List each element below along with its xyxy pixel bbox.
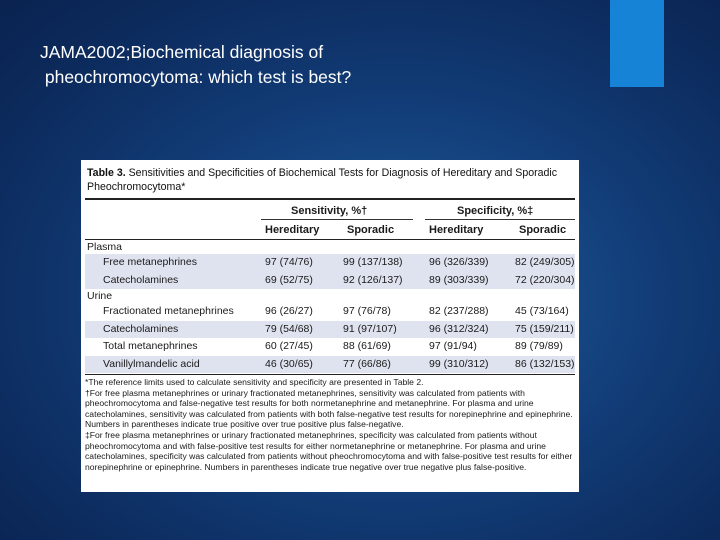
row-label: Vanillylmandelic acid bbox=[103, 357, 200, 370]
table-row bbox=[85, 272, 575, 290]
cell: 99 (137/138) bbox=[343, 256, 403, 268]
specificity-underline bbox=[425, 219, 575, 220]
row-label: Free metanephrines bbox=[103, 256, 197, 268]
cell: 97 (74/76) bbox=[265, 256, 313, 268]
cell: 72 (220/304) bbox=[515, 273, 575, 286]
table-footnotes bbox=[85, 375, 575, 472]
cell: 91 (97/107) bbox=[343, 322, 397, 335]
cell: 96 (326/339) bbox=[429, 256, 489, 268]
table-caption-label: Table 3. bbox=[87, 167, 126, 179]
footnote-reference-limits: *The reference limits used to calculate sensitivity and specificity are presented in Table 2. bbox=[85, 377, 424, 387]
row-label: Fractionated metanephrines bbox=[103, 305, 234, 317]
sensitivity-underline bbox=[261, 219, 413, 220]
cell: 96 (312/324) bbox=[429, 322, 489, 335]
footnote-sensitivity: †For free plasma metanephrines or urinary fractionated metanephrines, sensitivity was calculated from patients with pheochromocytoma and false-negative test results for both normetanephrine and metanephrine. For plasma and urine catecholamines, sensitivity was calculated from patients with both false-negative test results for norepinephrine and epinephrine. Numbers in parentheses indicate true positive over true positive plus false-negative. bbox=[85, 387, 573, 430]
cell: 88 (61/69) bbox=[343, 340, 391, 352]
cell: 86 (132/153) bbox=[515, 357, 575, 370]
cell: 92 (126/137) bbox=[343, 273, 403, 286]
slide-title-line-1: JAMA2002;Biochemical diagnosis of bbox=[40, 42, 324, 62]
group-header-row bbox=[85, 200, 575, 222]
section-plasma: Plasma bbox=[87, 241, 123, 253]
accent-bar bbox=[610, 0, 664, 87]
cell: 89 (303/339) bbox=[429, 273, 489, 286]
cell: 75 (159/211) bbox=[515, 322, 574, 335]
col-header-sens-hereditary: Hereditary bbox=[265, 224, 320, 236]
section-urine: Urine bbox=[87, 290, 113, 302]
cell: 97 (91/94) bbox=[429, 340, 477, 352]
col-header-spec-hereditary: Hereditary bbox=[429, 224, 484, 236]
cell: 99 (310/312) bbox=[429, 357, 489, 370]
table-image bbox=[81, 160, 579, 492]
cell: 46 (30/65) bbox=[265, 357, 313, 370]
row-label: Catecholamines bbox=[103, 273, 179, 286]
cell: 69 (52/75) bbox=[265, 273, 313, 286]
cell: 89 (79/89) bbox=[515, 340, 563, 352]
column-header-row bbox=[85, 222, 575, 240]
table-row bbox=[85, 338, 575, 356]
cell: 97 (76/78) bbox=[343, 305, 391, 317]
col-header-sens-sporadic: Sporadic bbox=[347, 224, 395, 236]
cell: 77 (66/86) bbox=[343, 357, 391, 370]
table-row bbox=[85, 356, 575, 374]
sensitivity-header: Sensitivity, %† bbox=[291, 205, 368, 217]
table-row bbox=[85, 321, 575, 339]
slide-title bbox=[40, 40, 600, 90]
cell: 60 (27/45) bbox=[265, 340, 313, 352]
table-caption bbox=[85, 166, 575, 200]
cell: 45 (73/164) bbox=[515, 305, 569, 317]
table-row bbox=[85, 254, 575, 272]
row-label: Catecholamines bbox=[103, 322, 179, 335]
footnote-specificity: ‡For free plasma metanephrines or urinary fractionated metanephrines, specificity was calculated from patients without pheochromocytoma and with false-positive test results for either normetanephrine or metanephrine. For plasma and urine catecholamines, specificity was calculated from patients without pheochromocytoma and with false-positive test results for either norepinephrine or epinephrine. Numbers in parentheses indicate true negative over true negative plus false-positive. bbox=[85, 429, 573, 472]
cell: 96 (26/27) bbox=[265, 305, 313, 317]
table-caption-text: Sensitivities and Specificities of Biochemical Tests for Diagnosis of Hereditary and Sporadic Pheochromocytoma* bbox=[87, 167, 558, 193]
cell: 82 (237/288) bbox=[429, 305, 489, 317]
table-row bbox=[85, 303, 575, 321]
cell: 82 (249/305) bbox=[515, 256, 575, 268]
row-label: Total metanephrines bbox=[103, 340, 198, 352]
cell: 79 (54/68) bbox=[265, 322, 313, 335]
specificity-header: Specificity, %‡ bbox=[457, 205, 534, 217]
slide-title-line-2: pheochromocytoma: which test is best? bbox=[40, 67, 352, 87]
col-header-spec-sporadic: Sporadic bbox=[519, 224, 567, 236]
